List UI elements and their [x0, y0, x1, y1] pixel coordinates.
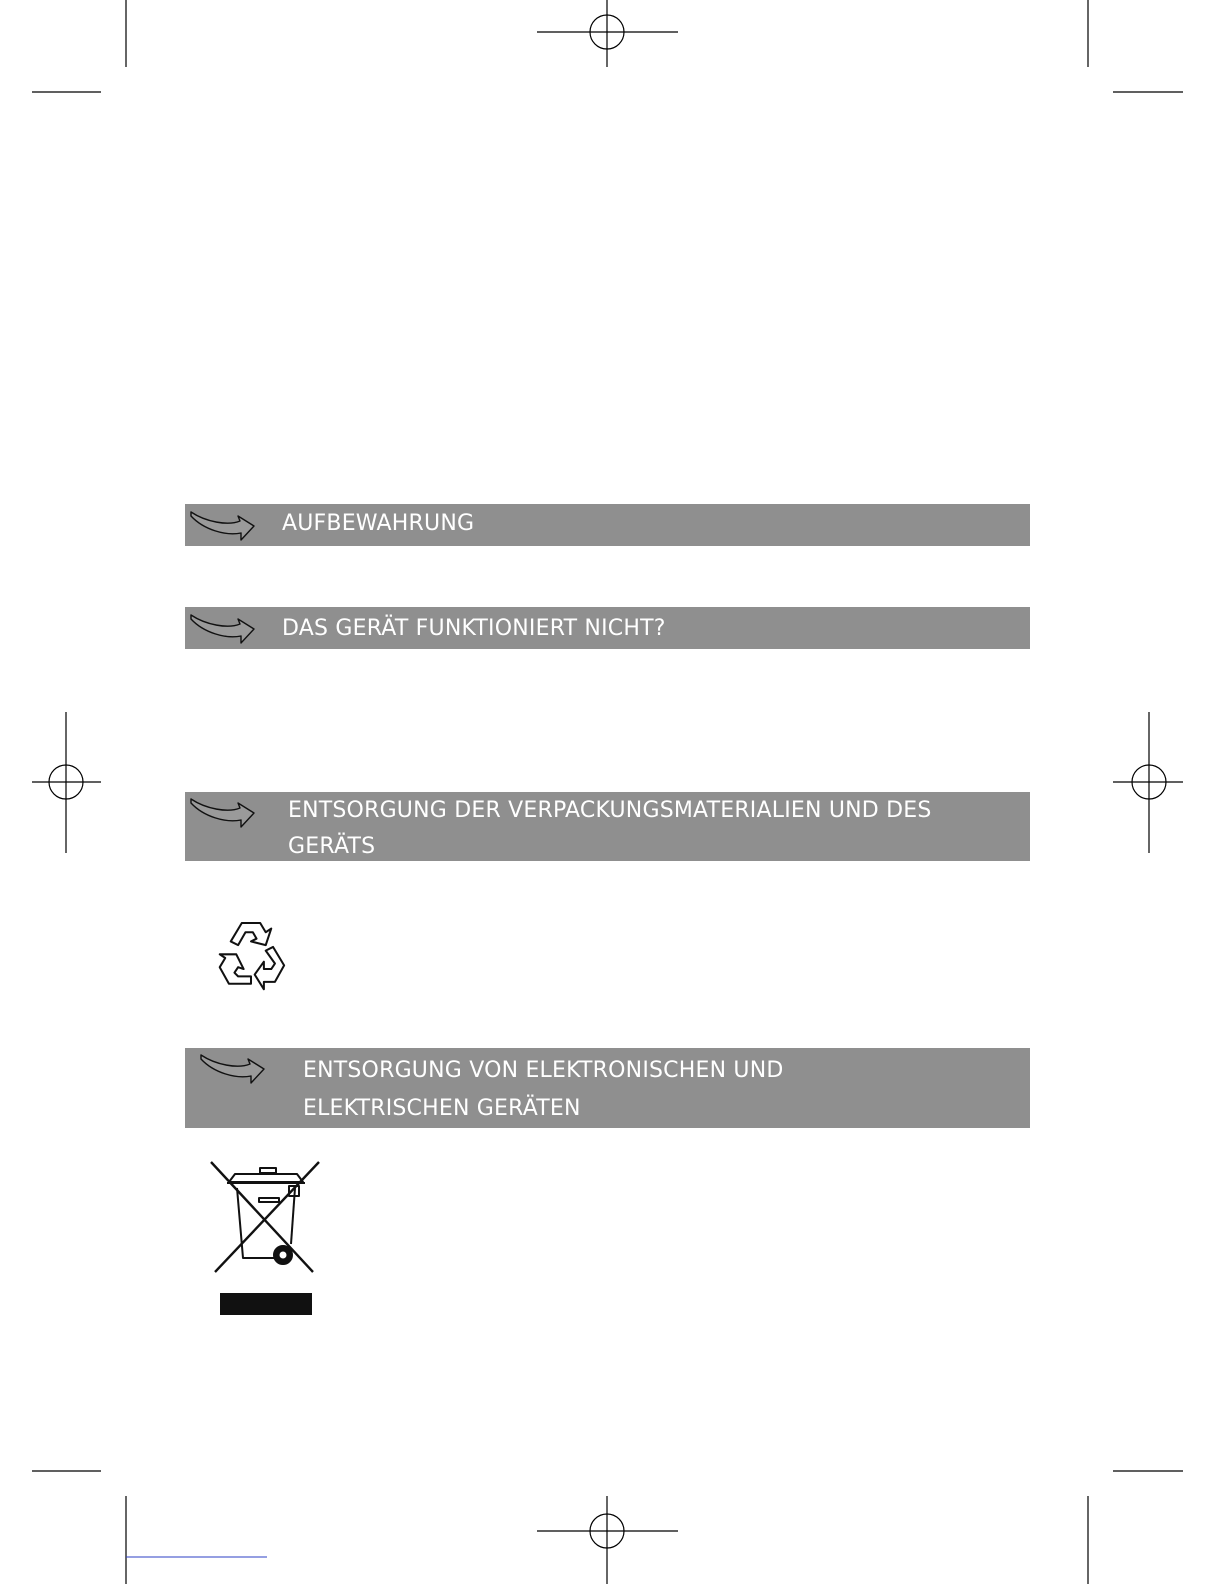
section-header-fault [185, 607, 1030, 649]
section-title-storage: AUFBEWAHRUNG [282, 511, 475, 536]
section-header-storage [185, 504, 1030, 546]
registration-target-left [32, 712, 101, 853]
section-title-electronics-line2: ELEKTRISCHEN GERÄTEN [303, 1096, 581, 1121]
weee-bar [220, 1293, 312, 1315]
curved-arrow-icon [188, 506, 258, 546]
crossed-out-bin-icon [205, 1158, 327, 1318]
section-title-electronics-line1: ENTSORGUNG VON ELEKTRONISCHEN UND [303, 1058, 784, 1083]
registration-target-top [537, 0, 678, 67]
curved-arrow-icon [198, 1049, 268, 1089]
registration-target-bottom [537, 1496, 678, 1584]
section-title-fault: DAS GERÄT FUNKTIONIERT NICHT? [282, 616, 666, 641]
curved-arrow-icon [188, 793, 258, 833]
section-header-packaging [185, 792, 1030, 861]
recycle-icon [205, 912, 297, 1004]
section-title-packaging-line1: ENTSORGUNG DER VERPACKUNGSMATERIALIEN UND DES [288, 798, 932, 823]
section-title-packaging-line2: GERÄTS [288, 834, 376, 859]
curved-arrow-icon [188, 609, 258, 649]
registration-target-right [1113, 712, 1183, 853]
section-header-electronics [185, 1048, 1030, 1128]
section-title-electronics [303, 1052, 784, 1128]
section-title-packaging [288, 793, 932, 865]
